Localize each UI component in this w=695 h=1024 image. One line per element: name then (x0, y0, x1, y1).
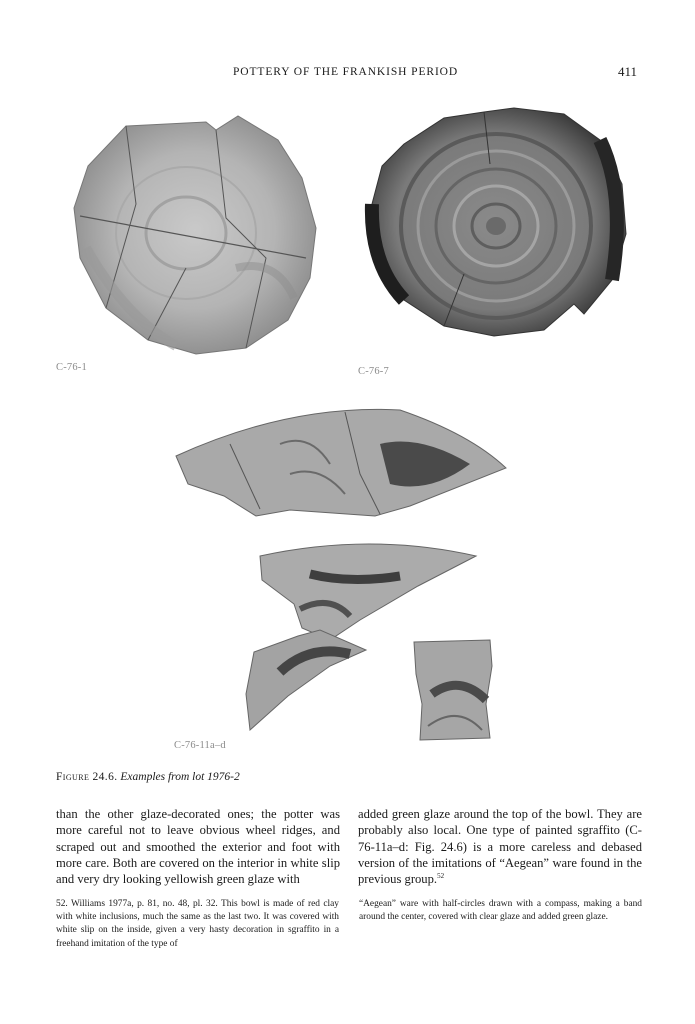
figure-label-c-76-7: C-76-7 (358, 366, 389, 377)
body-text-right (358, 806, 642, 887)
footnote-right: “Aegean” ware with half-circles drawn with a compass, making a band around the center, covered with clear glaze and added green glaze. (359, 899, 642, 923)
body-text-left: than the other glaze-decorated ones; the potter was more careful not to leave obvious wheel ridges, and scraped out and smoothed the exterior and foot with more care. Both are covered on the interior in white slip and very dry looking yellowish green glaze with (56, 807, 340, 887)
photo-c-76-1 (66, 108, 326, 358)
photo-c-76-7 (364, 104, 634, 344)
running-head: POTTERY OF THE FRANKISH PERIOD (233, 66, 459, 78)
figure-number: Figure 24.6. (56, 771, 118, 783)
page-number: 411 (618, 64, 638, 79)
figure-caption (56, 771, 240, 783)
figure-label-c-76-1: C-76-1 (56, 362, 87, 373)
footnote-left: 52. Williams 1977a, p. 81, no. 48, pl. 32. This bowl is made of red clay with white inclusions, much the same as the last two. It was covered with white slip on the inside, given a very hasty decoration in sgraffito in a freehand imitation of the type of (56, 899, 339, 949)
photo-c-76-11a-d (170, 404, 510, 744)
body-text-right-content: added green glaze around the top of the bowl. They are probably also local. One type of painted sgraffito (C-76-11a–d: Fig. 24.6) is a more careless and debased version of the imitations of “Aegean” ware found in the previous group. (358, 807, 642, 887)
figure-caption-text: Examples from lot 1976-2 (120, 771, 240, 783)
footnote-ref: 52 (437, 872, 445, 880)
figure-label-c-76-11a-d: C-76-11a–d (174, 740, 226, 751)
